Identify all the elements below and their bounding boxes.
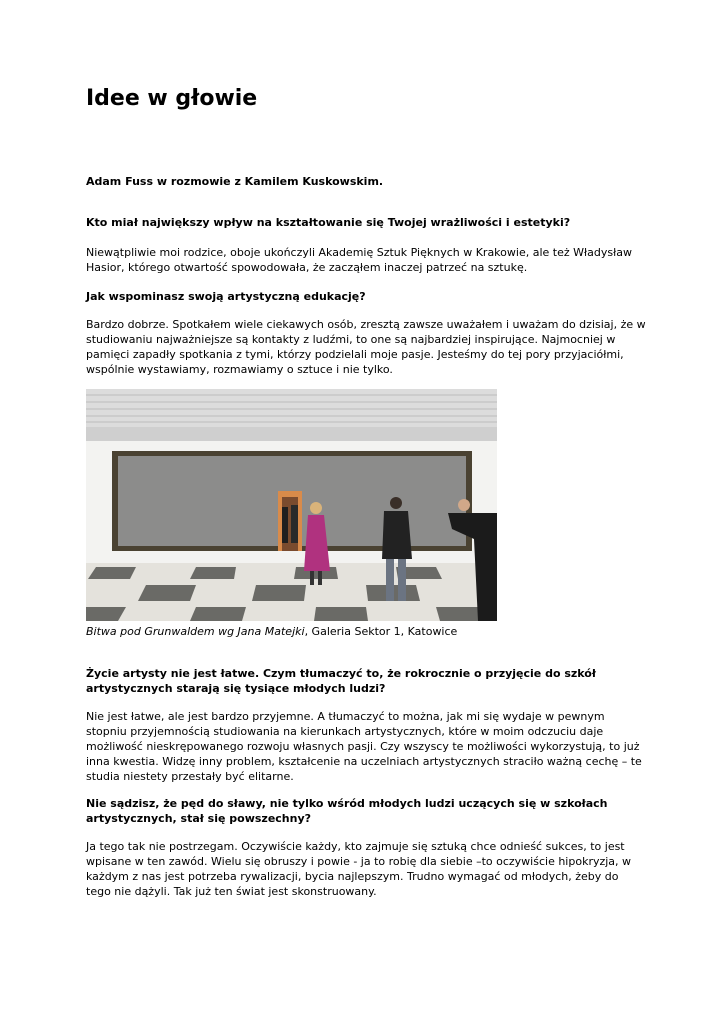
page-title: Idee w głowie [86,86,258,111]
answer-4: Ja tego tak nie postrzegam. Oczywiście każdy, kto zajmuje się sztuką chce odnieść sukces, to jest wpisane w ten zawód. Wielu się obruszy i powie - ja to robię dla siebie –to oczywiście hipokryzja, w każdym z nas jest potrzeba rywalizacji, bycia najlepszym. Trudno wymagać od młodych, żeby do tego nie dążyli. Tak już ten świat jest skonstruowany. [86,840,632,898]
question-2: Jak wspominasz swoją artystyczną edukację? [86,290,366,303]
photo-caption-location: , Galeria Sektor 1, Katowice [304,625,458,638]
gallery-photo-illustration [86,389,497,621]
question-3: Życie artysty nie jest łatwe. Czym tłumaczyć to, że rokrocznie o przyjęcie do szkół artystycznych starają się tysiące młodych ludzi? [86,667,596,695]
question-4: Nie sądzisz, że pęd do sławy, nie tylko wśród młodych ludzi uczących się w szkołach artystycznych, stał się powszechny? [86,797,608,825]
answer-3: Nie jest łatwe, ale jest bardzo przyjemne. A tłumaczyć to można, jak mi się wydaje w pewnym stopniu przyjemnością studiowania na kierunkach artystycznych, które w moim odczuciu daje możliwość nieskrępowanego rozwoju własnych pasji. Czy wszyscy te możliwości wykorzystują, to już inna kwestia. Widzę inny problem, kształcenie na uczelniach artystycznych straciło ważną cechę – te studia niestety przestały być elitarne. [86,710,642,783]
answer-2: Bardzo dobrze. Spotkałem wiele ciekawych osób, zresztą zawsze uważałem i uważam do dzisiaj, że w studiowaniu najważniejsze są kontakty z ludźmi, to one są najbardziej inspirujące. Najmocniej w pamięci zapadły spotkania z tymi, którzy podzielali moje pasje. Jesteśmy do tej pory przyjaciółmi, wspólnie wystawiamy, rozmawiamy o sztuce i nie tylko. [86,318,646,376]
article-subtitle: Adam Fuss w rozmowie z Kamilem Kuskowskim. [86,175,384,188]
question-1: Kto miał największy wpływ na kształtowanie się Twojej wrażliwości i estetyki? [86,216,571,229]
answer-1: Niewątpliwie moi rodzice, oboje ukończyli Akademię Sztuk Pięknych w Krakowie, ale też Władysław Hasior, którego otwartość spowodowała, że zacząłem inaczej patrzeć na sztukę. [86,246,632,274]
photo-caption [86,624,457,639]
gallery-photo [86,389,497,621]
photo-caption-title: Bitwa pod Grunwaldem wg Jana Matejki [86,625,305,638]
